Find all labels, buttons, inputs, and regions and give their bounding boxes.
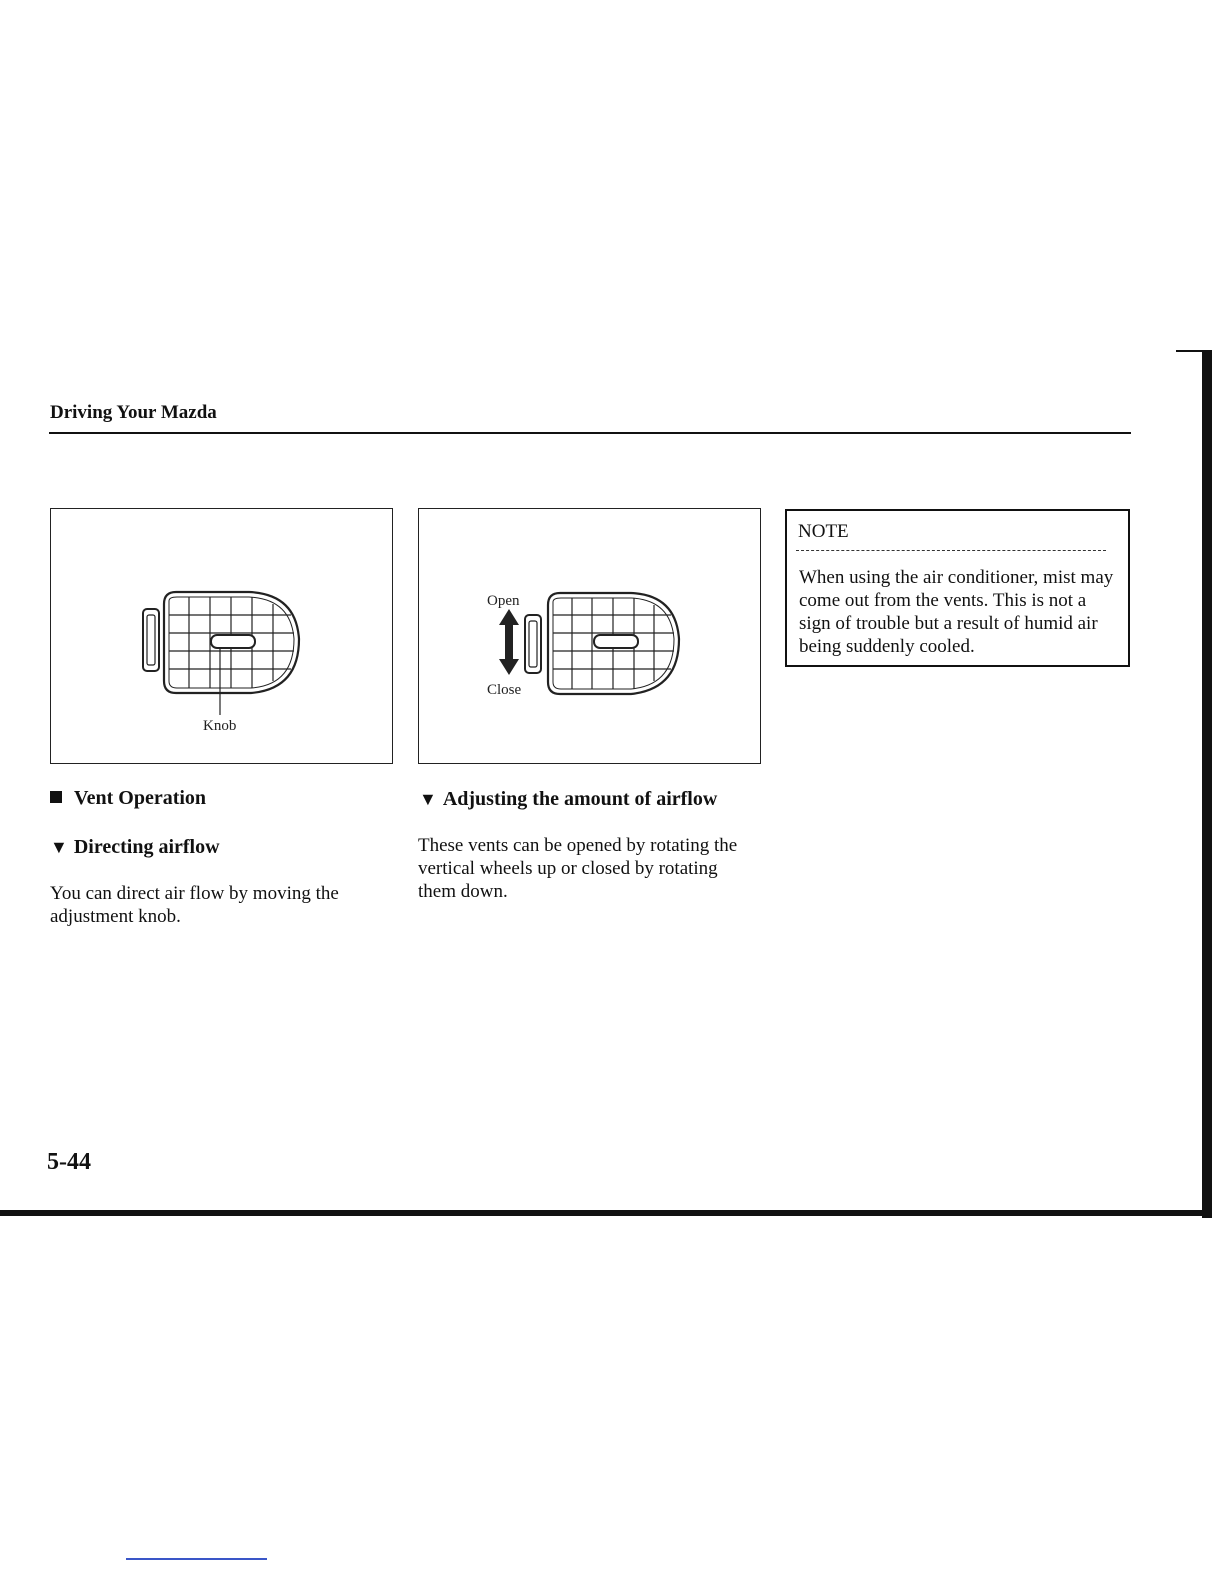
scan-artifact-line bbox=[126, 1558, 267, 1560]
vent-open-close-illustration bbox=[419, 509, 762, 765]
bottom-rule bbox=[0, 1210, 1212, 1216]
subheading-adjusting-airflow: ▼ Adjusting the amount of airflow bbox=[419, 788, 718, 810]
note-title: NOTE bbox=[798, 521, 849, 542]
page-header-title: Driving Your Mazda bbox=[50, 402, 217, 423]
square-bullet-icon bbox=[50, 791, 62, 803]
vent-knob-figure bbox=[50, 508, 393, 764]
triangle-bullet-icon: ▼ bbox=[50, 837, 68, 857]
note-text: When using the air conditioner, mist may come out from the vents. This is not a sign of trouble but a result of humid air being suddenly cooled. bbox=[799, 567, 1114, 657]
knob-label: Knob bbox=[203, 718, 237, 734]
page-edge-bar bbox=[1202, 350, 1212, 1218]
note-box bbox=[785, 509, 1130, 667]
down-arrow-icon bbox=[499, 635, 519, 675]
section-heading-vent-operation: Vent Operation bbox=[50, 787, 206, 810]
adjusting-airflow-text: These vents can be opened by rotating the vertical wheels up or closed by rotating them down. bbox=[418, 835, 738, 902]
close-label: Close bbox=[487, 682, 522, 698]
vent-open-close-figure bbox=[418, 508, 761, 764]
directing-airflow-text: You can direct air flow by moving the adjustment knob. bbox=[50, 883, 339, 927]
open-label: Open bbox=[487, 593, 520, 609]
subheading-directing-airflow: ▼ Directing airflow bbox=[50, 836, 220, 858]
header-rule bbox=[49, 432, 1131, 434]
triangle-bullet-icon: ▼ bbox=[419, 789, 437, 809]
note-divider bbox=[796, 550, 1106, 551]
page-number: 5-44 bbox=[47, 1149, 91, 1175]
